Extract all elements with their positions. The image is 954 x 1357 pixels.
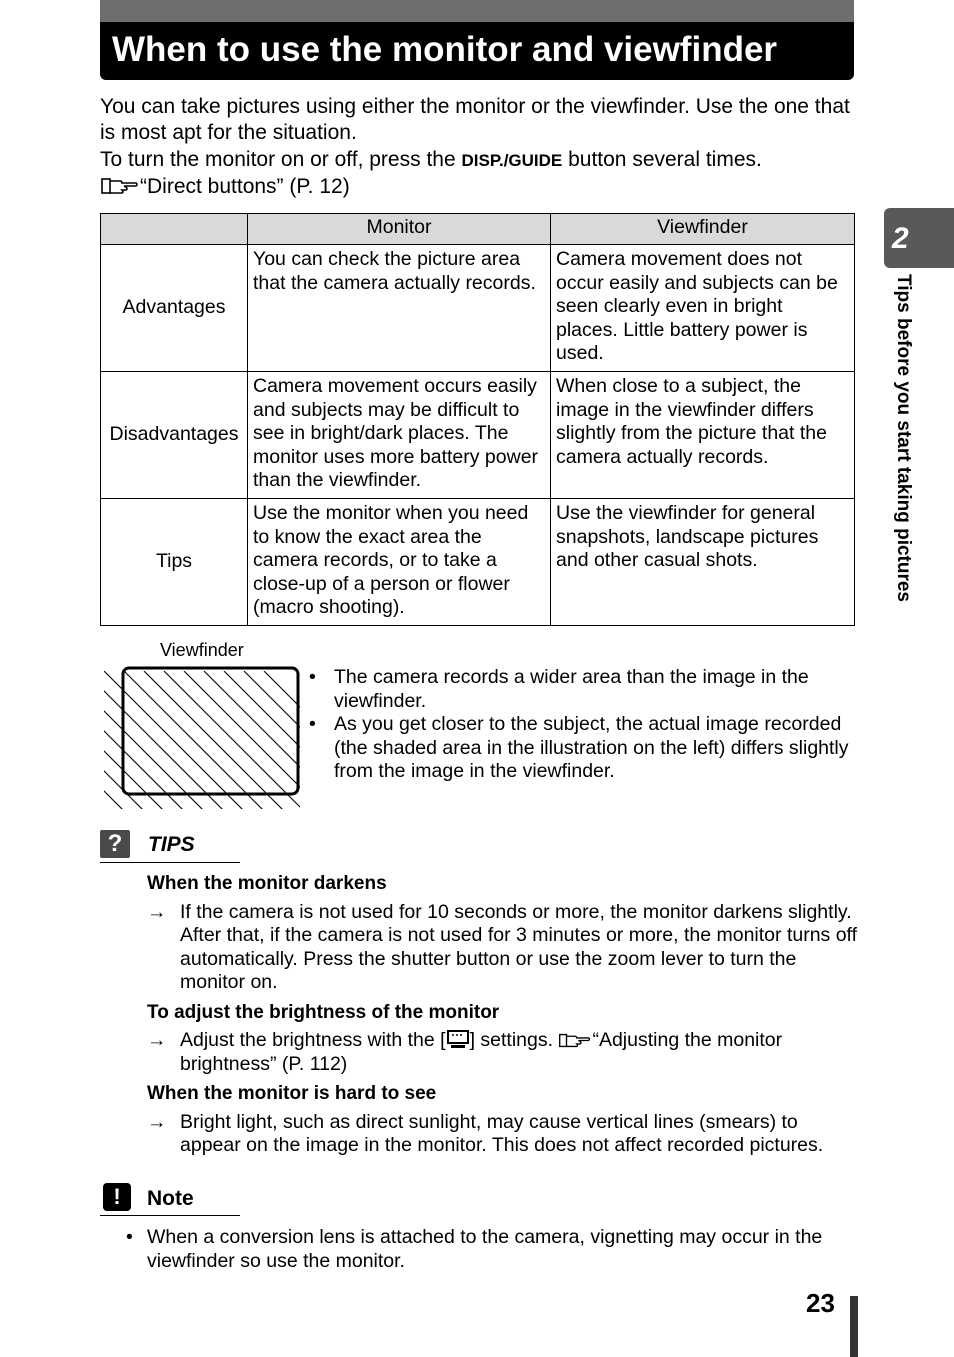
intro-instruction-after: button several times. (562, 148, 762, 171)
tip-text-before: Adjust the brightness with the [ (180, 1029, 446, 1051)
tip-text: If the camera is not used for 10 seconds or more, the monitor darkens slightly. After that, if the camera is not used for 3 minutes or more, the monitor turns off automatically. Press the shutter button or use the zoom lever to turn the monitor on. (180, 900, 858, 993)
tip-monitor-darkens (147, 901, 859, 995)
row-label-disadvantages: Disadvantages (101, 372, 248, 499)
title-bar (100, 22, 854, 80)
table-row-tips (101, 499, 855, 626)
tip-title-brightness: To adjust the brightness of the monitor (147, 1001, 500, 1023)
question-icon: ? (100, 830, 130, 858)
table-row-advantages (101, 245, 855, 372)
viewfinder-notes (306, 666, 858, 784)
exclamation-icon: ! (103, 1183, 131, 1211)
tip-title-hard-to-see: When the monitor is hard to see (147, 1083, 437, 1104)
tips-body (147, 872, 859, 1164)
arrow-icon: → (147, 1029, 167, 1051)
tip-text: Bright light, such as direct sunlight, may cause vertical lines (smears) to appear on the image in the monitor. This does not affect recorded pictures. (180, 1110, 824, 1156)
tip-brightness (147, 1029, 859, 1076)
cell-monitor-tips: Use the monitor when you need to know the exact area the camera records, or to take a close-up of a person or flower (macro shooting). (248, 499, 551, 626)
table-header-viewfinder: Viewfinder (551, 214, 855, 245)
arrow-icon: → (147, 1110, 167, 1133)
tips-label: TIPS (148, 833, 195, 856)
intro-text: You can take pictures using either the monitor or the viewfinder. Use the one that is most apt for the situation. (100, 95, 850, 144)
chapter-tab (884, 208, 954, 268)
cell-viewfinder-advantages: Camera movement does not occur easily and subjects can be seen clearly even in bright places. Little battery power is used. (551, 245, 855, 372)
page-edge-bar (850, 1296, 858, 1357)
intro (100, 94, 860, 200)
intro-instruction (100, 147, 860, 174)
table-header-blank (101, 214, 248, 245)
list-item: • The camera records a wider area than the image in the viewfinder. (306, 666, 858, 713)
chapter-number: 2 (892, 222, 909, 255)
viewfinder-illustration (104, 665, 304, 811)
direct-buttons-reference: “Direct buttons” (P. 12) (140, 175, 350, 198)
tip-hard-to-see (147, 1111, 859, 1158)
note-heading (100, 1182, 240, 1216)
disp-guide-button-label: DISP./GUIDE (461, 151, 563, 170)
comparison-table (100, 213, 855, 626)
cell-viewfinder-tips: Use the viewfinder for general snapshots, landscape pictures and other casual shots. (551, 499, 855, 626)
cell-monitor-advantages: You can check the picture area that the camera actually records. (248, 245, 551, 372)
brightness-reference: “Adjusting the monitor brightness” (P. 112) (180, 1029, 783, 1075)
table-header-monitor: Monitor (248, 214, 551, 245)
cell-monitor-disadvantages: Camera movement occurs easily and subjects may be difficult to see in bright/dark places. The monitor uses more battery power than the viewfinder. (248, 372, 551, 499)
intro-instruction-before: To turn the monitor on or off, press the (100, 148, 462, 171)
viewfinder-illustration-label: Viewfinder (160, 640, 244, 660)
intro-reference (100, 174, 860, 200)
list-item: • As you get closer to the subject, the actual image recorded (the shaded area in the illustration on the left) differs slightly from the image in the viewfinder. (306, 713, 858, 784)
tip-text-middle: ] settings. (469, 1029, 559, 1051)
title-bar-accent (100, 0, 854, 22)
row-label-tips: Tips (101, 499, 248, 626)
cell-viewfinder-disadvantages: When close to a subject, the image in the viewfinder differs slightly from the picture that the camera actually records. (551, 372, 855, 499)
page-number: 23 (806, 1288, 835, 1318)
tips-heading (100, 828, 240, 863)
reference-hand-icon (100, 175, 140, 197)
row-label-advantages: Advantages (101, 245, 248, 372)
table-header-row (101, 214, 855, 245)
chapter-side-title: Tips before you start taking pictures (893, 274, 914, 603)
monitor-brightness-icon (446, 1029, 470, 1049)
note-body (120, 1226, 860, 1273)
table-row-disadvantages (101, 372, 855, 499)
note-label: Note (147, 1187, 194, 1210)
reference-hand-icon (558, 1031, 592, 1050)
arrow-icon: → (147, 900, 167, 923)
list-item: • When a conversion lens is attached to the camera, vignetting may occur in the viewfinder so use the monitor. (120, 1226, 860, 1273)
page-title: When to use the monitor and viewfinder (112, 30, 778, 69)
tip-title-monitor-darkens: When the monitor darkens (147, 873, 387, 894)
